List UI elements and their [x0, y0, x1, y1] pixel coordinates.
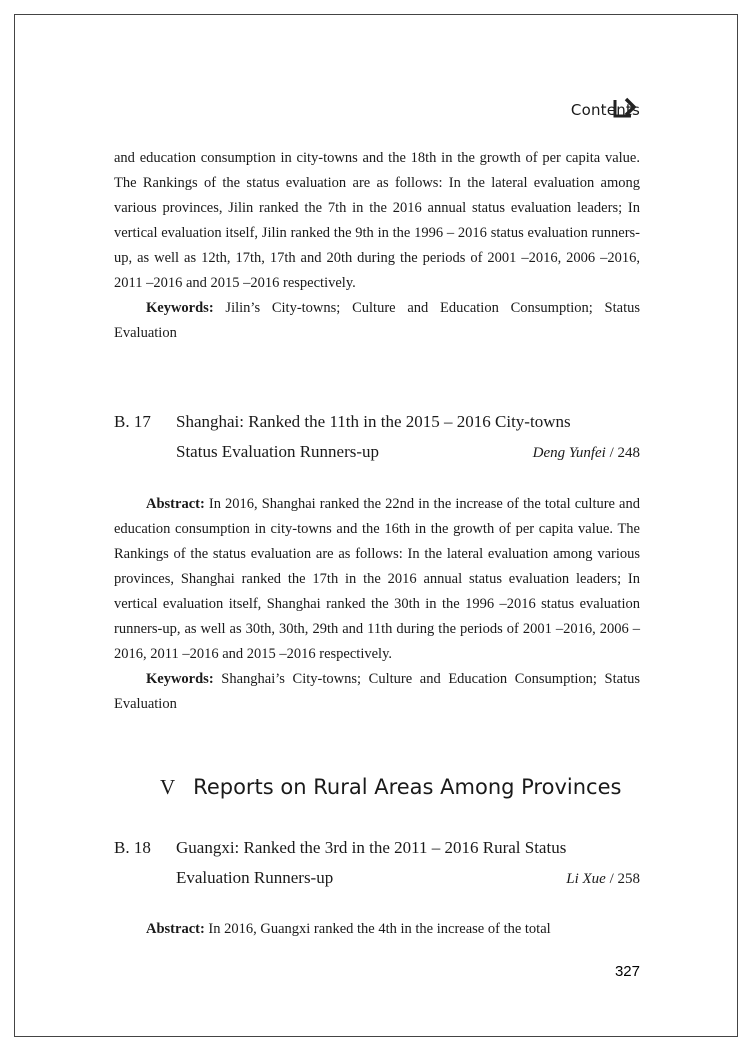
entry-author: Li Xue	[566, 871, 606, 887]
entry-title-cont: Status Evaluation Runners-up	[176, 442, 380, 461]
keywords-line	[114, 667, 640, 717]
keywords-label: Keywords:	[146, 671, 214, 687]
toc-entry-b17[interactable]	[114, 407, 640, 468]
entry-title-line1: Guangxi: Ranked the 3rd in the 2011 – 2016 Rural Status	[176, 838, 567, 857]
entry-number: B. 18	[114, 838, 151, 857]
entry-title-cont: Evaluation Runners-up	[176, 868, 334, 887]
entry-page: / 258	[605, 871, 640, 887]
entry-title-line2	[176, 863, 640, 894]
entry-title-line1: Shanghai: Ranked the 11th in the 2015 – 2016 City-towns	[176, 412, 571, 431]
abstract-b17	[114, 492, 640, 717]
abstract-paragraph	[114, 492, 640, 667]
section-title: Reports on Rural Areas Among Provinces	[193, 775, 622, 799]
entry-author: Deng Yunfei	[532, 445, 606, 461]
abstract-b18	[114, 917, 640, 942]
keywords-text: Jilin’s City-towns; Culture and Education Consumption; Status Evaluation	[114, 300, 640, 341]
toc-entry-b18[interactable]	[114, 833, 640, 894]
abstract-continuation	[114, 146, 640, 346]
section-heading	[160, 775, 621, 800]
keywords-label: Keywords:	[146, 300, 214, 316]
abstract-text: and education consumption in city-towns and the 18th in the growth of per capita value. The Rankings of the status evaluation are as follows: In the lateral evaluation among various provinces, Jilin ranked the 7th in the 2016 annual status evaluation leaders; In vertical evaluation itself, Jilin ranked the 9th in the 1996 – 2016 status evaluation runners-up, as well as 12th, 17th, 17th and 20th during the periods of 2001 –2016, 2006 –2016, 2011 –2016 and 2015 –2016 respectively.	[114, 150, 640, 291]
abstract-paragraph	[114, 917, 640, 942]
abstract-label: Abstract:	[146, 496, 205, 512]
keywords-text: Shanghai’s City-towns; Culture and Education Consumption; Status Evaluation	[114, 671, 640, 712]
contents-arrow-icon	[612, 96, 640, 120]
entry-title-line2	[176, 437, 640, 468]
abstract-label: Abstract:	[146, 921, 205, 937]
abstract-text: In 2016, Guangxi ranked the 4th in the increase of the total	[204, 921, 551, 937]
page-number: 327	[614, 963, 640, 980]
section-numeral: V	[160, 775, 176, 799]
entry-number: B. 17	[114, 412, 151, 431]
entry-page: / 248	[605, 445, 640, 461]
keywords-line	[114, 296, 640, 346]
running-header: Contents	[570, 101, 640, 119]
abstract-text: In 2016, Shanghai ranked the 22nd in the increase of the total culture and education consumption in city-towns and the 16th in the growth of per capita value. The Rankings of the status evaluation are as follows: In the lateral evaluation among various provinces, Shanghai ranked the 17th in the 2016 annual status evaluation leaders; In vertical evaluation itself, Shanghai ranked the 30th in the 1996 –2016 status evaluation runners-up, as well as 30th, 30th, 29th and 11th during the periods of 2001 –2016, 2006 –2016, 2011 –2016 and 2015 –2016 respectively.	[114, 496, 640, 662]
